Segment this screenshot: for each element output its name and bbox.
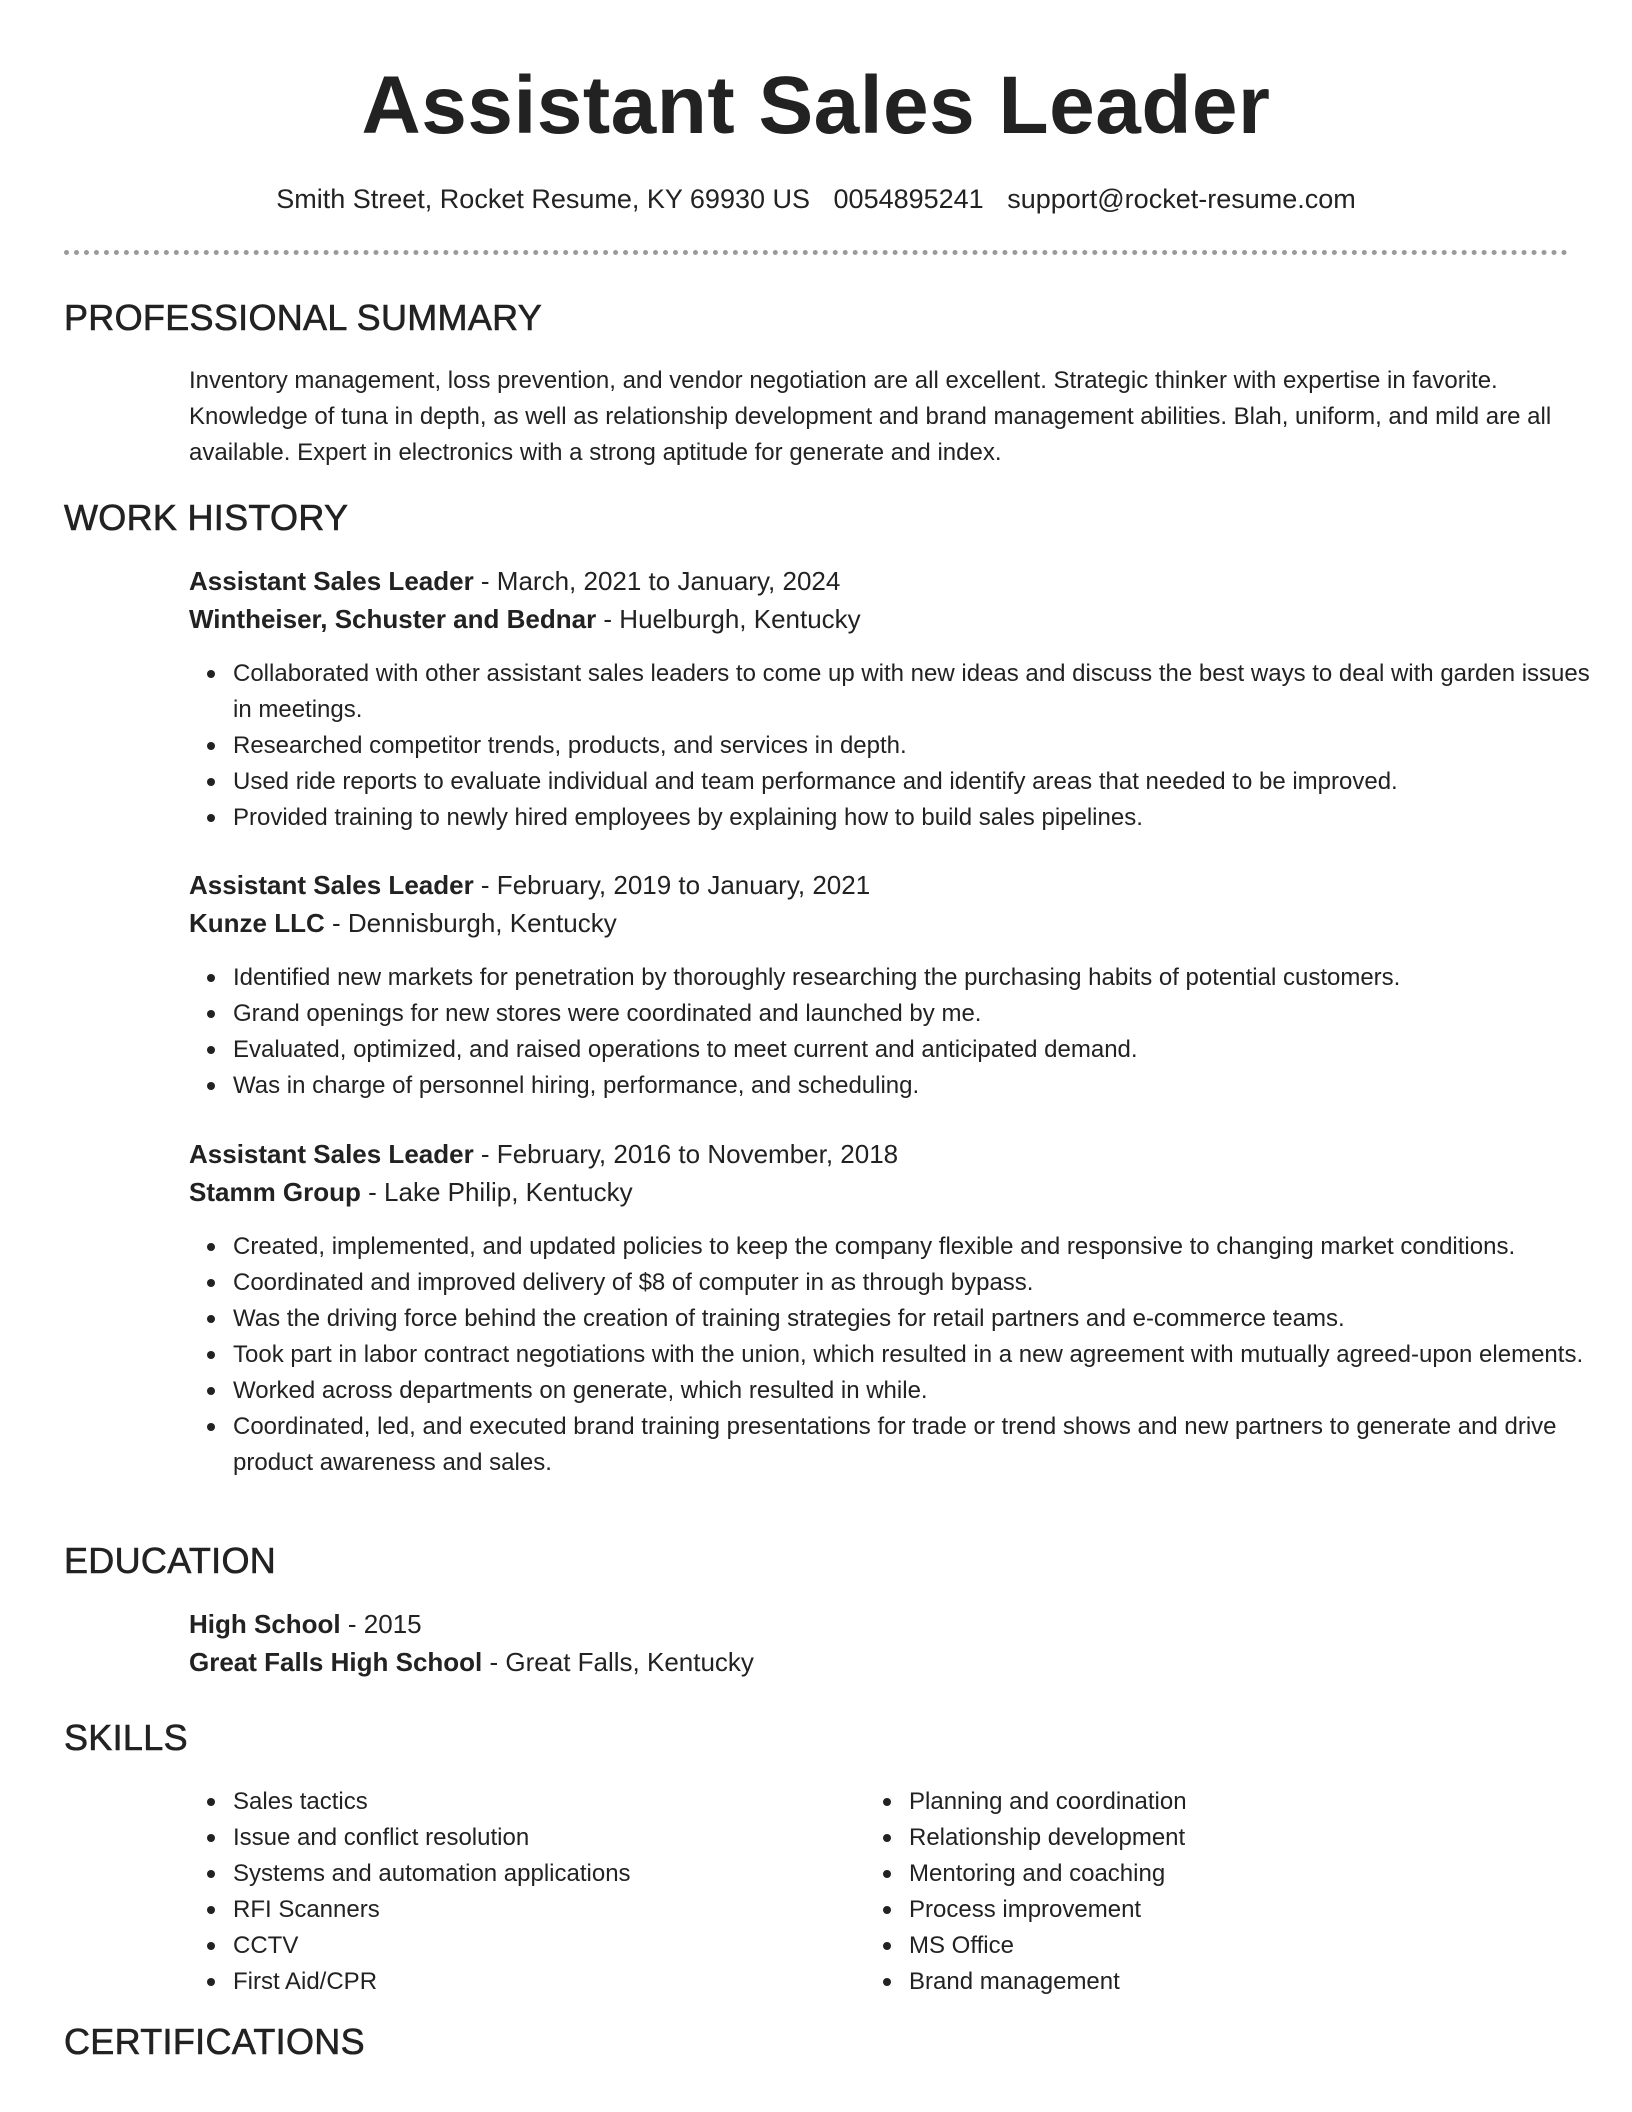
job-2-bullets bbox=[189, 960, 1613, 1104]
skill-item: Relationship development bbox=[909, 1820, 1632, 1856]
job-2-company-line bbox=[189, 904, 1569, 942]
contact-phone: 0054895241 bbox=[833, 184, 984, 214]
list-item: Was the driving force behind the creation of training strategies for retail partners and e-commerce teams. bbox=[233, 1301, 1613, 1337]
education-degree-line bbox=[189, 1605, 1569, 1643]
list-item: Coordinated, led, and executed brand training presentations for trade or trend shows and new partners to generate and drive product awareness and sales. bbox=[233, 1409, 1613, 1481]
list-item: Collaborated with other assistant sales leaders to come up with new ideas and discuss the best ways to deal with garden issues in meetings. bbox=[233, 656, 1613, 728]
education-school-line bbox=[189, 1643, 1569, 1681]
education-year: - 2015 bbox=[340, 1609, 422, 1639]
skill-item: CCTV bbox=[233, 1928, 1613, 1964]
list-item: Worked across departments on generate, which resulted in while. bbox=[233, 1373, 1613, 1409]
resume-title: Assistant Sales Leader bbox=[361, 60, 1271, 151]
list-item: Coordinated and improved delivery of $8 of computer in as through bypass. bbox=[233, 1265, 1613, 1301]
list-item: Grand openings for new stores were coordinated and launched by me. bbox=[233, 996, 1613, 1032]
job-3-location: - Lake Philip, Kentucky bbox=[360, 1177, 633, 1207]
education-school: Great Falls High School bbox=[189, 1647, 483, 1677]
education-location: - Great Falls, Kentucky bbox=[482, 1647, 754, 1677]
list-item: Created, implemented, and updated policies to keep the company flexible and responsive to changing market conditions. bbox=[233, 1229, 1613, 1265]
skill-item: Mentoring and coaching bbox=[909, 1856, 1632, 1892]
skills-list-right bbox=[865, 1784, 1632, 2000]
skill-item: RFI Scanners bbox=[233, 1892, 1613, 1928]
header-divider bbox=[64, 250, 1568, 255]
skill-item: Brand management bbox=[909, 1964, 1632, 2000]
list-item: Was in charge of personnel hiring, performance, and scheduling. bbox=[233, 1068, 1613, 1104]
summary-heading: PROFESSIONAL SUMMARY bbox=[64, 297, 543, 338]
job-1-bullets bbox=[189, 656, 1613, 836]
skill-item: Sales tactics bbox=[233, 1784, 1613, 1820]
skill-item: Systems and automation applications bbox=[233, 1856, 1613, 1892]
job-2-location: - Dennisburgh, Kentucky bbox=[324, 908, 617, 938]
skill-item: Process improvement bbox=[909, 1892, 1632, 1928]
contact-email: support@rocket-resume.com bbox=[1007, 184, 1356, 214]
job-3-company: Stamm Group bbox=[189, 1177, 361, 1207]
education-heading: EDUCATION bbox=[64, 1540, 277, 1581]
job-3-dates: - February, 2016 to November, 2018 bbox=[473, 1139, 899, 1169]
list-item: Used ride reports to evaluate individual and team performance and identify areas that needed to be improved. bbox=[233, 764, 1613, 800]
job-1-title-line bbox=[189, 562, 1569, 600]
job-1-dates: - March, 2021 to January, 2024 bbox=[473, 566, 841, 596]
job-2-dates: - February, 2019 to January, 2021 bbox=[473, 870, 871, 900]
job-3-title: Assistant Sales Leader bbox=[189, 1139, 474, 1169]
list-item: Took part in labor contract negotiations with the union, which resulted in a new agreement with mutually agreed-upon elements. bbox=[233, 1337, 1613, 1373]
list-item: Identified new markets for penetration by thoroughly researching the purchasing habits of potential customers. bbox=[233, 960, 1613, 996]
list-item: Researched competitor trends, products, and services in depth. bbox=[233, 728, 1613, 764]
summary-text: Inventory management, loss prevention, and vendor negotiation are all excellent. Strategic thinker with expertise in favorite. Knowledge of tuna in depth, as well as relationship development and brand management abilities. Blah, uniform, and mild are all available. Expert in electronics with a strong aptitude for generate and index. bbox=[189, 367, 1552, 466]
list-item: Evaluated, optimized, and raised operations to meet current and anticipated demand. bbox=[233, 1032, 1613, 1068]
skill-item: Issue and conflict resolution bbox=[233, 1820, 1613, 1856]
job-3-bullets bbox=[189, 1229, 1613, 1481]
job-3-title-line bbox=[189, 1135, 1569, 1173]
job-2-company: Kunze LLC bbox=[189, 908, 325, 938]
job-1-location: - Huelburgh, Kentucky bbox=[596, 604, 861, 634]
list-item: Provided training to newly hired employees by explaining how to build sales pipelines. bbox=[233, 800, 1613, 836]
skills-heading: SKILLS bbox=[64, 1717, 188, 1758]
contact-line bbox=[0, 182, 1632, 216]
skill-item: First Aid/CPR bbox=[233, 1964, 1613, 2000]
skill-item: Planning and coordination bbox=[909, 1784, 1632, 1820]
certifications-heading: CERTIFICATIONS bbox=[64, 2021, 365, 2062]
job-1-company-line bbox=[189, 600, 1569, 638]
job-2-title: Assistant Sales Leader bbox=[189, 870, 474, 900]
job-1-company: Wintheiser, Schuster and Bednar bbox=[189, 604, 597, 634]
education-degree: High School bbox=[189, 1609, 341, 1639]
job-3-company-line bbox=[189, 1173, 1569, 1211]
job-2-title-line bbox=[189, 866, 1569, 904]
skill-item: MS Office bbox=[909, 1928, 1632, 1964]
work-history-heading: WORK HISTORY bbox=[64, 497, 349, 538]
job-1-title: Assistant Sales Leader bbox=[189, 566, 474, 596]
contact-address: Smith Street, Rocket Resume, KY 69930 US bbox=[276, 184, 811, 214]
